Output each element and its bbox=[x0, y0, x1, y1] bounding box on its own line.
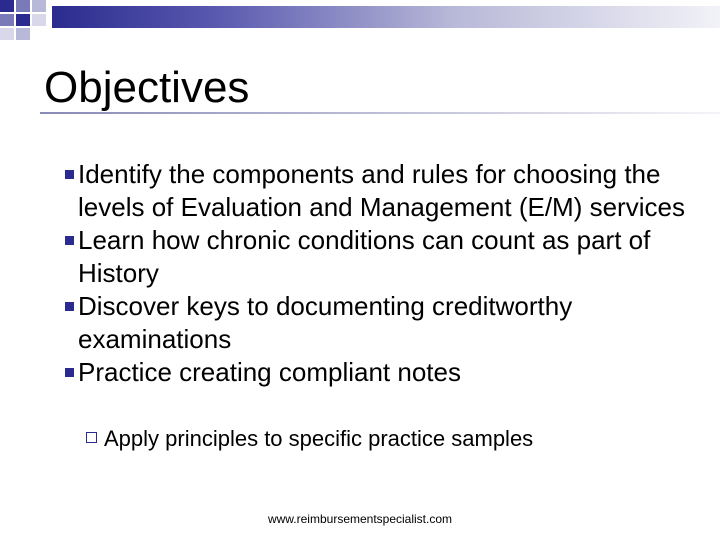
sub-bullet-text: Apply principles to specific practice samples bbox=[104, 426, 534, 451]
sub-list-item bbox=[86, 425, 533, 453]
list-item bbox=[66, 224, 686, 290]
footer-url: www.reimbursementspecialist.com bbox=[267, 512, 453, 526]
list-item bbox=[66, 356, 686, 389]
hollow-square-bullet-icon bbox=[86, 432, 97, 443]
list-item bbox=[66, 290, 686, 356]
bullet-list bbox=[66, 158, 686, 389]
header-band bbox=[52, 6, 720, 28]
bullet-text: Practice creating compliant notes bbox=[78, 357, 461, 387]
square-bullet-icon bbox=[65, 302, 74, 311]
bullet-text: Learn how chronic conditions can count as part of History bbox=[78, 225, 651, 288]
corner-decoration bbox=[0, 0, 60, 48]
square-bullet-icon bbox=[65, 368, 74, 377]
slide-title: Objectives bbox=[44, 63, 250, 112]
bullet-text: Identify the components and rules for choosing the levels of Evaluation and Management (E/M) services bbox=[78, 159, 685, 222]
square-bullet-icon bbox=[65, 236, 74, 245]
bullet-text: Discover keys to documenting creditworthy examinations bbox=[78, 291, 573, 354]
list-item bbox=[66, 158, 686, 224]
title-divider bbox=[40, 112, 720, 114]
square-bullet-icon bbox=[65, 170, 74, 179]
